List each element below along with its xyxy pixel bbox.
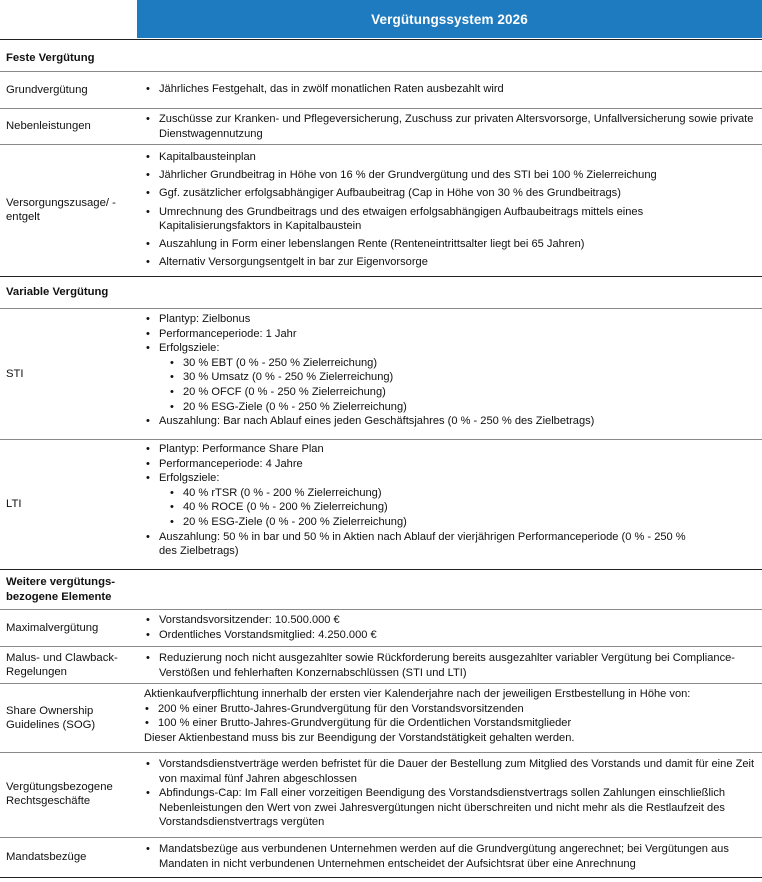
list-item: • Plantyp: Zielbonus [145,312,757,327]
list-subitem: • 30 % EBT (0 % - 250 % Zielerreichung) [145,356,757,371]
section-fixed-title: Feste Vergütung [6,52,95,64]
row-label-sog: Share Ownership Guidelines (SOG) [6,704,96,731]
list-item: • Auszahlung: Bar nach Ablauf eines jeden Geschäftsjahres (0 % - 250 % des Zielbetrags) [145,414,757,429]
row-content-sog [144,687,756,745]
list-item: • Vorstandsvorsitzender: 10.500.000 € [145,613,757,628]
row-label-lti: LTI [6,497,22,510]
list-subitem: • 40 % ROCE (0 % - 200 % Zielerreichung) [145,500,757,515]
divider [0,877,762,878]
row-label-rechtsgeschaefte: Vergütungsbezogene Rechtsgeschäfte [6,780,113,807]
list-subitem: • 20 % ESG-Ziele (0 % - 200 % Zielerreichung) [145,515,757,530]
row-label-nebenleistungen: Nebenleistungen [6,120,91,133]
list-item: • Jährlicher Grundbeitrag in Höhe von 16 % der Grundvergütung und des STI bei 100 % Zielerreichung [145,168,757,182]
list-item: • Vorstandsdienstverträge werden befristet für die Dauer der Bestellung zum Mitglied des Vorstands und damit für eine Zeit von maximal fünf Jahren abgeschlossen [145,757,757,786]
list-item: • Jährliches Festgehalt, das in zwölf monatlichen Raten ausbezahlt wird [145,82,757,97]
list-item: • Ordentliches Vorstandsmitglied: 4.250.000 € [145,628,757,643]
list-item: • Zuschüsse zur Kranken- und Pflegeversicherung, Zuschuss zur privaten Altersvorsorge, Unfallversicherung sowie private Dienstwagennutzung [145,112,757,141]
row-label-grundverguetung: Grundvergütung [6,83,88,96]
sog-outro: Dieser Aktienbestand muss bis zur Beendigung der Vorstandstätigkeit gehalten werden. [144,731,575,744]
row-content-malus-clawback [145,651,757,680]
list-item: • Umrechnung des Grundbeitrags und des etwaigen erfolgsabhängigen Aufbaubeitrags mittels eines Kapitalisierungsfaktors in Kapitalbaustein [145,205,757,233]
row-content-nebenleistungen [145,112,757,141]
section-further-line: bezogene Elemente [6,590,112,603]
row-label-versorgungszusage: Versorgungszusage/ -entgelt [6,196,116,223]
row-label-malus-clawback: Malus- und Clawback-Regelungen [6,651,118,678]
section-further-title [6,575,115,604]
list-item: • 100 % einer Brutto-Jahres-Grundvergütung für die Ordentlichen Vorstandsmitglieder [144,716,756,731]
row-content-mandatsbezuege [145,842,757,871]
list-item: • Alternativ Versorgungsentgelt in bar zur Eigenvorsorge [145,255,757,269]
list-item: • Plantyp: Performance Share Plan [145,442,757,457]
row-content-grundverguetung [145,82,757,97]
list-item: • Auszahlung in Form einer lebenslangen Rente (Renteneintrittsalter liegt bei 65 Jahren) [145,237,757,251]
list-item: • Auszahlung: 50 % in bar und 50 % in Aktien nach Ablauf der vierjährigen Performanceperiode (0 % - 250 % des Zielbetrags) [145,530,757,559]
row-content-rechtsgeschaefte [145,757,757,830]
row-label-sti: STI [6,367,24,380]
list-item: • Performanceperiode: 1 Jahr [145,327,757,342]
list-subitem: • 30 % Umsatz (0 % - 250 % Zielerreichung) [145,370,757,385]
list-item: • Abfindungs-Cap: Im Fall einer vorzeitigen Beendigung des Vorstandsdienstvertrags sollen Zahlungen einschließlich Nebenleistungen den Wert von zwei Jahresvergütungen nicht überschreiten und nicht mehr als die Restlaufzeit des Vorstandsdienstvertrags vergüten [145,786,757,830]
list-item: • Mandatsbezüge aus verbundenen Unternehmen werden auf die Grundvergütung angerechnet; bei Vergütungen aus Mandaten in nicht verbundenen Unternehmen entscheidet der Aufsichtsrat über eine Anrechnung [145,842,757,871]
divider [0,39,762,40]
list-subitem: • 40 % rTSR (0 % - 200 % Zielerreichung) [145,486,757,501]
list-item: • Kapitalbausteinplan [145,150,757,164]
row-content-lti [145,442,757,559]
list-item: • Erfolgsziele: [145,341,757,356]
divider [0,569,762,570]
list-item: • Performanceperiode: 4 Jahre [145,457,757,472]
list-item: • Erfolgsziele: [145,471,757,486]
section-variable-title: Variable Vergütung [6,286,109,298]
table-header [0,0,762,39]
row-label-maximalverguetung: Maximalvergütung [6,621,99,634]
row-content-versorgungszusage [145,150,757,269]
list-item: • 200 % einer Brutto-Jahres-Grundvergütung für den Vorstandsvorsitzenden [144,702,756,717]
row-label-mandatsbezuege: Mandatsbezüge [6,850,87,863]
row-content-maximalverguetung [145,613,757,642]
sog-intro: Aktienkaufverpflichtung innerhalb der ersten vier Kalenderjahre nach der jeweiligen Erstbestellung in Höhe von: [144,688,691,700]
section-further-line: Weitere vergütungs- [6,576,116,588]
list-subitem: • 20 % OFCF (0 % - 250 % Zielerreichung) [145,385,757,400]
divider [0,276,762,277]
list-subitem: • 20 % ESG-Ziele (0 % - 250 % Zielerreichung) [145,400,757,415]
row-content-sti [145,312,757,429]
table-title: Vergütungssystem 2026 [137,0,762,38]
list-item: • Ggf. zusätzlicher erfolgsabhängiger Aufbaubeitrag (Cap in Höhe von 30 % des Grundbeitrags) [145,186,757,200]
list-item: • Reduzierung noch nicht ausgezahlter sowie Rückforderung bereits ausgezahlter variabler Vergütung bei Compliance-Verstößen und fehlerhaften Konzernabschlüssen (STI und LTI) [145,651,757,680]
